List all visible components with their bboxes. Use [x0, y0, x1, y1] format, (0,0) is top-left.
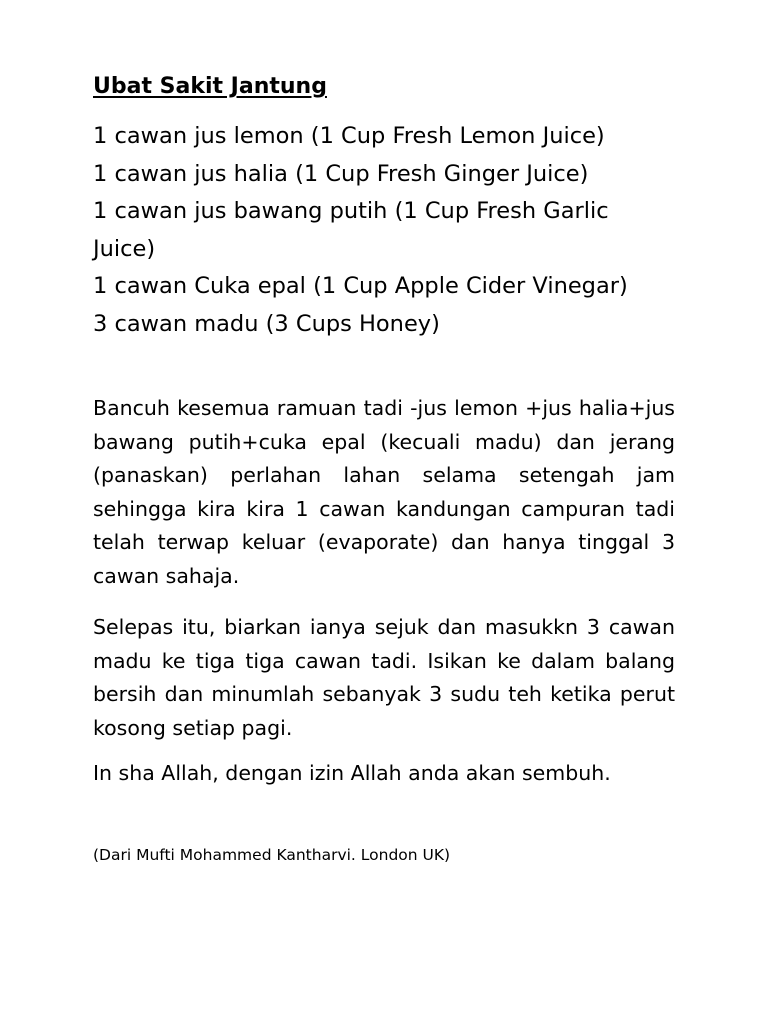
- source-note: (Dari Mufti Mohammed Kantharvi. London UK): [93, 846, 451, 864]
- ingredient-item: 1 cawan Cuka epal (1 Cup Apple Cider Vinegar): [93, 273, 628, 300]
- ingredient-list: [93, 118, 673, 344]
- instructions-paragraph: Selepas itu, biarkan ianya sejuk dan masukkn 3 cawan madu ke tiga tiga cawan tadi. Isikan ke dalam balang bersih dan minumlah sebanyak 3 sudu teh ketika perut kosong setiap pagi.: [93, 615, 675, 740]
- closing-paragraph: In sha Allah, dengan izin Allah anda akan sembuh.: [93, 761, 611, 785]
- ingredient-item: 3 cawan madu (3 Cups Honey): [93, 310, 440, 337]
- page-title: Ubat Sakit Jantung: [93, 74, 327, 99]
- ingredient-item: 1 cawan jus bawang putih (1 Cup Fresh Garlic Juice): [93, 198, 609, 262]
- ingredient-item: 1 cawan jus lemon (1 Cup Fresh Lemon Juice): [93, 123, 605, 149]
- instructions-paragraph: Bancuh kesemua ramuan tadi -jus lemon +jus halia+jus bawang putih+cuka epal (kecuali madu) dan jerang (panaskan) perlahan lahan selama setengah jam sehingga kira kira 1 cawan kandungan campuran tadi telah terwap keluar (evaporate) dan hanya tinggal 3 cawan sahaja.: [93, 396, 675, 588]
- ingredient-item: 1 cawan jus halia (1 Cup Fresh Ginger Juice): [93, 160, 589, 187]
